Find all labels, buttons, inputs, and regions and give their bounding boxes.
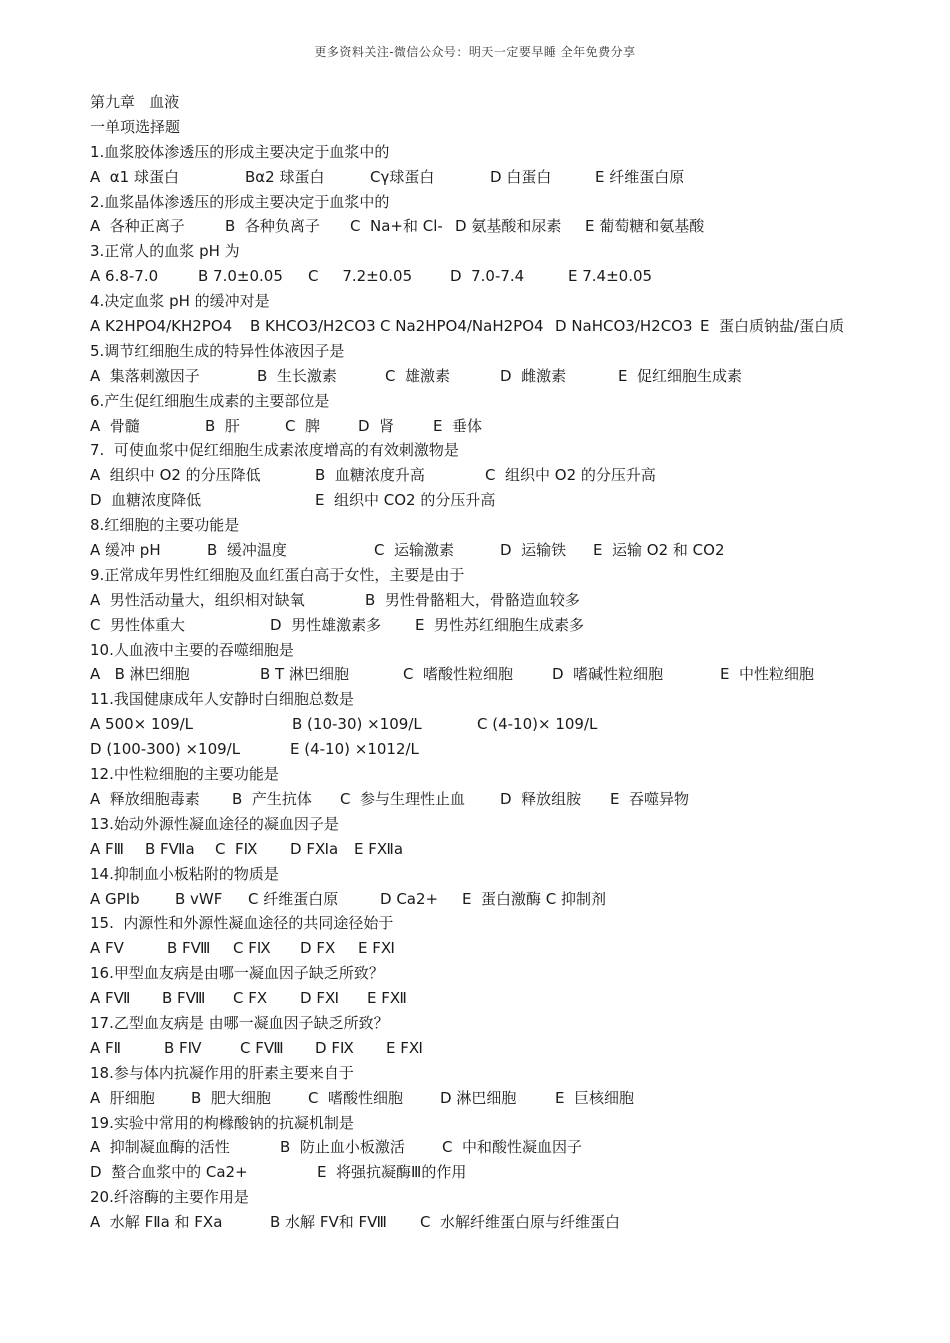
- options-line: [90, 1160, 920, 1185]
- option-b: B 缓冲温度: [207, 541, 287, 560]
- page-header: 更多资料关注-微信公众号：明天一定要早睡 全年免费分享: [314, 45, 636, 59]
- option-b: B 防止血小板激活: [280, 1138, 405, 1157]
- option-a: A 缓冲 pH: [90, 541, 161, 560]
- option-c: C FⅩ: [233, 989, 268, 1008]
- option-a: A 水解 FⅡa 和 FⅩa: [90, 1213, 223, 1232]
- option-a: A FⅤ: [90, 939, 124, 958]
- option-c: E 男性苏红细胞生成素多: [415, 615, 585, 634]
- option-a: A α1 球蛋白: [90, 167, 179, 186]
- option-c: C Na2HPO4/NaH2PO4: [380, 317, 544, 336]
- option-b: B 男性骨骼粗大，骨骼造血较多: [365, 590, 580, 609]
- option-b: B T 淋巴细胞: [260, 665, 349, 684]
- options-line: [90, 414, 920, 439]
- option-a: A 抑制凝血酶的活性: [90, 1138, 230, 1157]
- text-line: 3.正常人的血浆 pH 为: [90, 242, 240, 261]
- option-b: B (10-30) ×109/L: [292, 715, 422, 734]
- option-d: D FⅪ: [300, 989, 339, 1008]
- option-d: D FⅨ: [315, 1038, 354, 1057]
- text-line: 7. 可使血浆中促红细胞生成素浓度增高的有效刺激物是: [90, 441, 459, 460]
- option-c: Cγ球蛋白: [370, 167, 435, 186]
- option-e: E 蛋白质钠盐/蛋白质: [700, 317, 845, 336]
- text-line: 11.我国健康成年人安静时白细胞总数是: [90, 690, 354, 709]
- option-b: B 肝: [205, 416, 240, 435]
- options-line: [90, 1036, 920, 1061]
- option-d: D 雌激素: [500, 366, 567, 385]
- text-line: 12.中性粒细胞的主要功能是: [90, 765, 279, 784]
- option-c: C (4-10)× 109/L: [477, 715, 598, 734]
- option-a: D 螯合血浆中的 Ca2+: [90, 1163, 248, 1182]
- text-line: 5.调节红细胞生成的特异性体液因子是: [90, 341, 345, 360]
- option-d: D FⅪa: [290, 839, 339, 858]
- options-line: [90, 986, 920, 1011]
- option-c: C 纤维蛋白原: [248, 889, 339, 908]
- option-d: D 释放组胺: [500, 789, 582, 808]
- options-line: [90, 264, 920, 289]
- option-b: B FⅧ: [167, 939, 211, 958]
- option-b: B 7.0±0.05: [198, 267, 283, 286]
- option-b: E 组织中 CO2 的分压升高: [315, 491, 496, 510]
- options-line: [90, 1135, 920, 1160]
- option-e: E 吞噬异物: [610, 789, 690, 808]
- option-c: C 中和酸性凝血因子: [442, 1138, 583, 1157]
- option-a: A FⅡ: [90, 1038, 122, 1057]
- text-line: 2.血浆晶体渗透压的形成主要决定于血浆中的: [90, 192, 390, 211]
- option-e: E 蛋白激酶 C 抑制剂: [462, 889, 607, 908]
- options-line: [90, 364, 920, 389]
- option-c: C 参与生理性止血: [340, 789, 466, 808]
- option-a: A FⅦ: [90, 989, 131, 1008]
- text-line: 1.血浆胶体渗透压的形成主要决定于血浆中的: [90, 142, 390, 161]
- option-e: E 中性粒细胞: [720, 665, 815, 684]
- text-line: 17.乙型血友病是 由哪一凝血因子缺乏所致？: [90, 1013, 389, 1032]
- option-c: C Na+和 Cl-: [350, 217, 443, 236]
- options-line: [90, 488, 920, 513]
- options-line: [90, 936, 920, 961]
- options-line: [90, 787, 920, 812]
- options-line: [90, 463, 920, 488]
- option-a: A 释放细胞毒素: [90, 789, 200, 808]
- text-line: 10.人血液中主要的吞噬细胞是: [90, 640, 294, 659]
- text-line: 20.纤溶酶的主要作用是: [90, 1188, 249, 1207]
- option-b: E 将强抗凝酶Ⅲ的作用: [317, 1163, 467, 1182]
- option-e: E FⅫa: [354, 839, 404, 858]
- option-d: D 氨基酸和尿素: [455, 217, 562, 236]
- option-e: E FⅪ: [386, 1038, 423, 1057]
- text-line: 19.实验中常用的枸橼酸钠的抗凝机制是: [90, 1113, 354, 1132]
- option-c: C 水解纤维蛋白原与纤维蛋白: [420, 1213, 621, 1232]
- option-c: C 雄激素: [385, 366, 451, 385]
- option-d: D 嗜碱性粒细胞: [552, 665, 664, 684]
- option-e: E 垂体: [433, 416, 483, 435]
- option-e: E 7.4±0.05: [568, 267, 653, 286]
- option-a: A FⅢ: [90, 839, 124, 858]
- options-line: [90, 165, 920, 190]
- option-b: B vWF: [175, 889, 223, 908]
- option-c: C 组织中 O2 的分压升高: [485, 466, 656, 485]
- options-line: [90, 887, 920, 912]
- text-line: 8.红细胞的主要功能是: [90, 516, 240, 535]
- option-a: A 6.8-7.0: [90, 267, 159, 286]
- options-line: [90, 712, 920, 737]
- options-line: [90, 588, 920, 613]
- option-c: C FⅧ: [240, 1038, 284, 1057]
- option-d: D FⅩ: [300, 939, 336, 958]
- option-a: D (100-300) ×109/L: [90, 740, 241, 759]
- option-a: A 500× 109/L: [90, 715, 194, 734]
- text-line: 15. 内源性和外源性凝血途径的共同途径始于: [90, 914, 394, 933]
- option-e: E 促红细胞生成素: [618, 366, 743, 385]
- option-b: D 男性雄激素多: [270, 615, 382, 634]
- option-a: C 男性体重大: [90, 615, 186, 634]
- option-a: A K2HPO4/KH2PO4: [90, 317, 233, 336]
- options-line: [90, 538, 920, 563]
- option-b: B 肥大细胞: [191, 1088, 271, 1107]
- options-line: [90, 837, 920, 862]
- option-a: A B 淋巴细胞: [90, 665, 190, 684]
- option-b: B 血糖浓度升高: [315, 466, 425, 485]
- option-b: B FⅧ: [162, 989, 206, 1008]
- option-a: A 肝细胞: [90, 1088, 155, 1107]
- text-line: 6.产生促红细胞生成素的主要部位是: [90, 391, 330, 410]
- text-line: 第九章 血液: [90, 93, 180, 111]
- option-b: B FⅣ: [164, 1038, 202, 1057]
- option-b: B 水解 FⅤ和 FⅧ: [270, 1213, 387, 1232]
- option-e: E 巨核细胞: [555, 1088, 635, 1107]
- option-a: A GPIb: [90, 889, 140, 908]
- option-d: D NaHCO3/H2CO3: [555, 317, 693, 336]
- option-d: D 7.0-7.4: [450, 267, 525, 286]
- option-d: D 肾: [358, 416, 395, 435]
- option-b: B 产生抗体: [232, 789, 312, 808]
- option-d: D 白蛋白: [490, 167, 552, 186]
- text-line: 4.决定血浆 pH 的缓冲对是: [90, 292, 270, 311]
- option-a: A 男性活动量大，组织相对缺氧: [90, 590, 305, 609]
- option-d: D 运输铁: [500, 541, 567, 560]
- option-a: A 各种正离子: [90, 217, 185, 236]
- option-c: C 7.2±0.05: [308, 267, 413, 286]
- text-line: 9.正常成年男性红细胞及血红蛋白高于女性，主要是由于: [90, 565, 465, 584]
- text-line: 13.始动外源性凝血途径的凝血因子是: [90, 814, 339, 833]
- text-line: 14.抑制血小板粘附的物质是: [90, 864, 279, 883]
- text-line: 16.甲型血友病是由哪一凝血因子缺乏所致？: [90, 964, 384, 983]
- options-line: [90, 214, 920, 239]
- option-b: B 各种负离子: [225, 217, 320, 236]
- option-e: E FⅫ: [367, 989, 407, 1008]
- text-line: 一单项选择题: [90, 117, 181, 136]
- option-b: B 生长激素: [257, 366, 337, 385]
- options-line: [90, 737, 920, 762]
- option-e: E 运输 O2 和 CO2: [593, 541, 725, 560]
- option-e: E FⅪ: [358, 939, 395, 958]
- option-c: C 嗜酸性细胞: [308, 1088, 404, 1107]
- document-body: [90, 90, 920, 1235]
- option-c: C FⅨ: [215, 839, 258, 858]
- option-a: A 组织中 O2 的分压降低: [90, 466, 261, 485]
- option-b: B KHCO3/H2CO3: [250, 317, 376, 336]
- option-c: C 运输激素: [374, 541, 455, 560]
- option-c: C 脾: [285, 416, 321, 435]
- options-line: [90, 1086, 920, 1111]
- option-e: E 葡萄糖和氨基酸: [585, 217, 705, 236]
- options-line: [90, 1210, 920, 1235]
- option-c: C FⅨ: [233, 939, 271, 958]
- option-e: E 纤维蛋白原: [595, 167, 685, 186]
- option-b: Bα2 球蛋白: [245, 167, 325, 186]
- options-line: [90, 662, 920, 687]
- option-b: E (4-10) ×1012/L: [290, 740, 419, 759]
- option-a: A 骨髓: [90, 416, 140, 435]
- option-c: C 嗜酸性粒细胞: [403, 665, 514, 684]
- option-d: D Ca2+: [380, 889, 439, 908]
- option-a: A 集落刺激因子: [90, 366, 200, 385]
- option-a: D 血糖浓度降低: [90, 491, 202, 510]
- text-line: 18.参与体内抗凝作用的肝素主要来自于: [90, 1063, 354, 1082]
- options-line: [90, 314, 920, 339]
- option-d: D 淋巴细胞: [440, 1088, 517, 1107]
- option-b: B FⅦa: [145, 839, 195, 858]
- options-line: [90, 613, 920, 638]
